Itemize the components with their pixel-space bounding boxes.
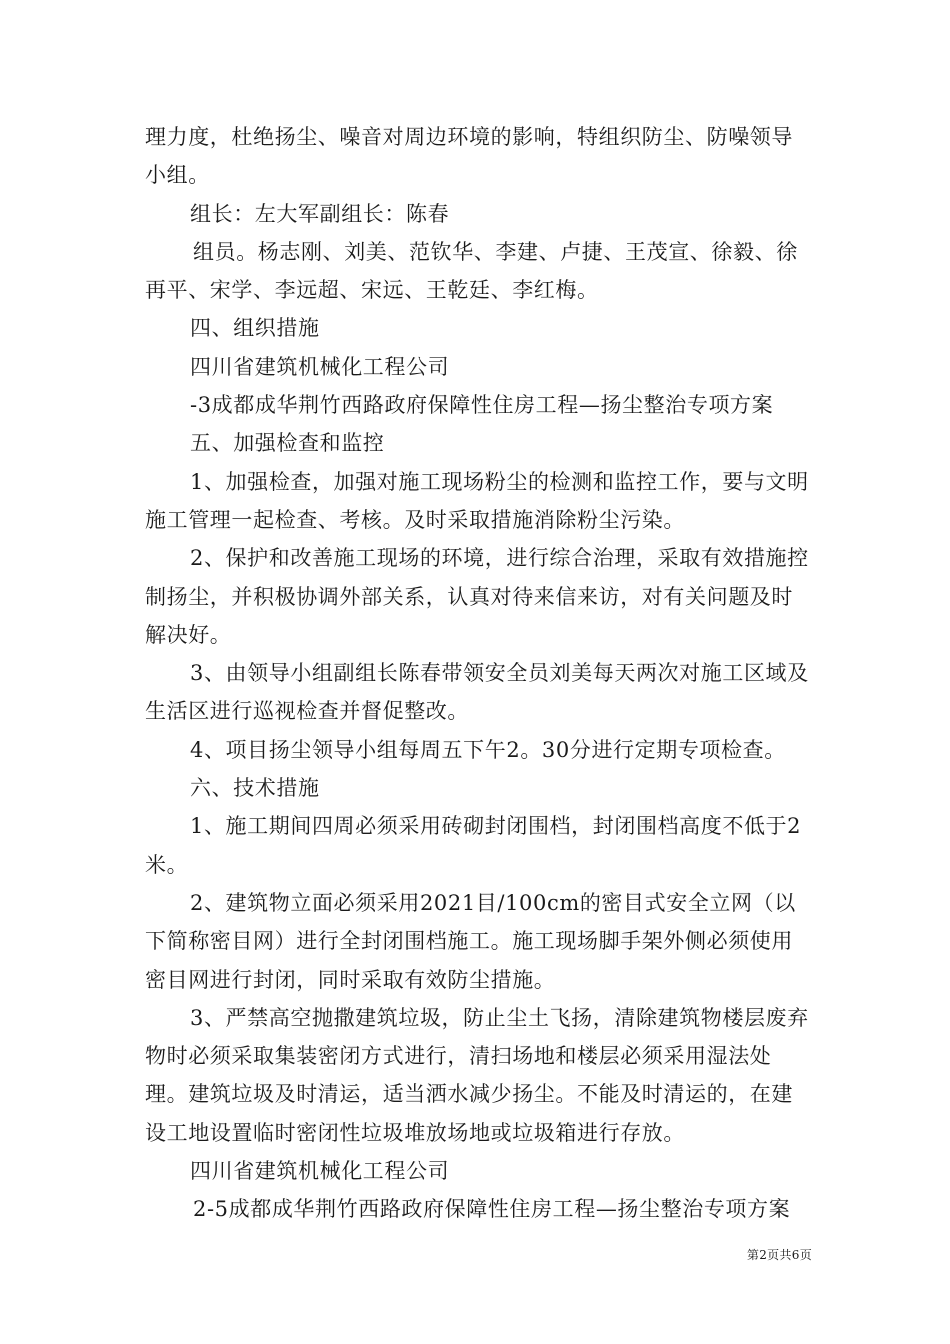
paragraph-p8: 1、加强检查，加强对施工现场粉尘的检测和监控工作，要与文明施工管理一起检查、考核。及时采取措施消除粉尘污染。 bbox=[145, 469, 809, 532]
paragraph-p1: 理力度，杜绝扬尘、噪音对周边环境的影响，特组织防尘、防噪领导小组。 bbox=[145, 125, 793, 188]
paragraph-p12: 六、技术措施 bbox=[190, 776, 320, 801]
paragraph-p7: 五、加强检查和监控 bbox=[190, 431, 385, 456]
paragraph-p17: 2-5成都成华荆竹西路政府保障性住房工程—扬尘整治专项方案 bbox=[193, 1197, 791, 1222]
paragraph-p11: 4、项目扬尘领导小组每周五下午2。30分进行定期专项检查。 bbox=[190, 737, 786, 762]
paragraph-p9: 2、保护和改善施工现场的环境，进行综合治理，采取有效措施控制扬尘，并积极协调外部关系，认真对待来信来访，对有关问题及时解决好。 bbox=[145, 546, 809, 647]
document-body bbox=[145, 118, 810, 1229]
paragraph-p3: 组员。杨志刚、刘美、范钦华、李建、卢捷、王茂宣、徐毅、徐再平、宋学、李远超、宋远、王乾廷、李红梅。 bbox=[145, 239, 798, 303]
page-number-footer: 第2页共6页 bbox=[746, 1248, 812, 1262]
paragraph-p4: 四、组织措施 bbox=[190, 316, 320, 341]
paragraph-p2: 组长：左大军副组长：陈春 bbox=[190, 201, 450, 226]
paragraph-p5: 四川省建筑机械化工程公司 bbox=[190, 354, 450, 379]
paragraph-p10: 3、由领导小组副组长陈春带领安全员刘美每天两次对施工区域及生活区进行巡视检查并督促整改。 bbox=[145, 661, 809, 724]
paragraph-p16: 四川省建筑机械化工程公司 bbox=[190, 1159, 450, 1184]
paragraph-p14: 2、建筑物立面必须采用2021目/100cm的密目式安全立网（以下简称密目网）进行全封闭围档施工。施工现场脚手架外侧必须使用密目网进行封闭，同时采取有效防尘措施。 bbox=[145, 890, 796, 992]
paragraph-p15: 3、严禁高空抛撒建筑垃圾，防止尘土飞扬，清除建筑物楼层废弃物时必须采取集装密闭方式进行，清扫场地和楼层必须采用湿法处理。建筑垃圾及时清运，适当洒水减少扬尘。不能及时清运的，在建设工地设置临时密闭性垃圾堆放场地或垃圾箱进行存放。 bbox=[145, 1005, 809, 1145]
paragraph-p13: 1、施工期间四周必须采用砖砌封闭围档，封闭围档高度不低于2米。 bbox=[145, 814, 802, 877]
paragraph-p6: -3成都成华荆竹西路政府保障性住房工程—扬尘整治专项方案 bbox=[190, 393, 774, 418]
